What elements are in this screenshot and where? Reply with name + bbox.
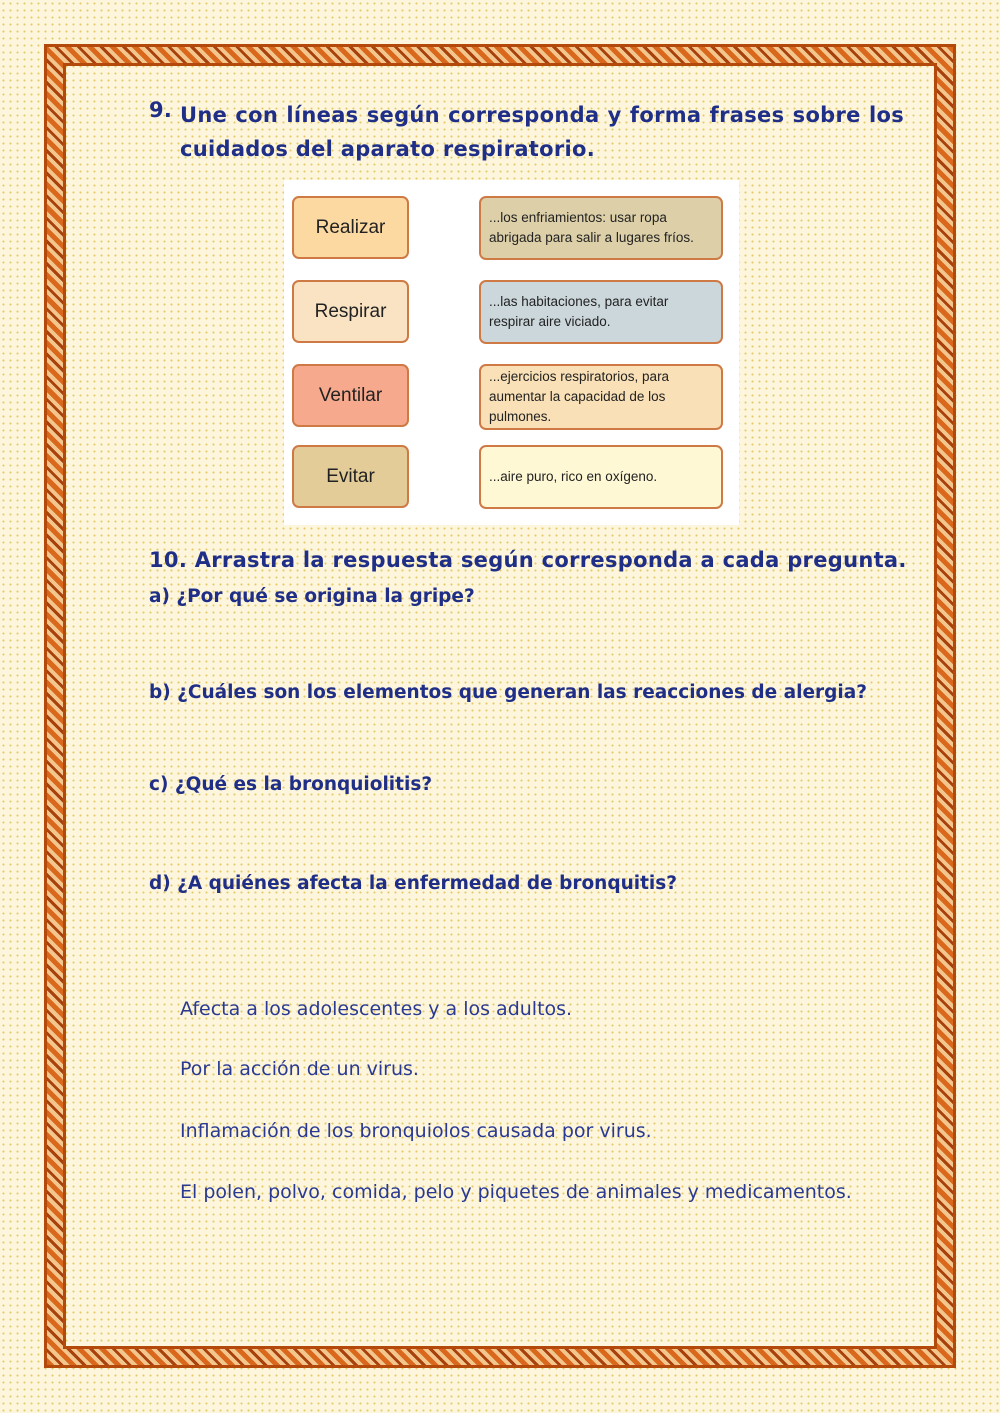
question-9-text: Une con líneas según corresponda y forma frases sobre los cuidados del aparato respiratorio. — [180, 103, 904, 161]
matching-figure — [284, 180, 739, 525]
answer-option-3[interactable]: Inflamación de los bronquiolos causada por virus. — [180, 1120, 652, 1142]
verb-box-realizar: Realizar — [292, 196, 409, 259]
answer-option-1[interactable]: Afecta a los adolescentes y a los adultos. — [180, 998, 573, 1020]
verb-box-evitar: Evitar — [292, 445, 409, 508]
answer-option-2[interactable]: Por la acción de un virus. — [180, 1058, 419, 1080]
question-9-number: 9. — [149, 98, 173, 122]
phrase-box-habitaciones: ...las habitaciones, para evitar respirar aire viciado. — [479, 280, 723, 344]
question-10-title: 10. Arrastra la respuesta según corresponda a cada pregunta. — [149, 548, 907, 572]
question-10a: a) ¿Por qué se origina la gripe? — [149, 586, 475, 607]
phrase-box-ejercicios: ...ejercicios respiratorios, para aumentar la capacidad de los pulmones. — [479, 364, 723, 430]
question-10b: b) ¿Cuáles son los elementos que generan las reacciones de alergia? — [149, 682, 867, 703]
phrase-box-aire-puro: ...aire puro, rico en oxígeno. — [479, 445, 723, 509]
question-10d: d) ¿A quiénes afecta la enfermedad de bronquitis? — [149, 873, 678, 894]
phrase-box-enfriamientos: ...los enfriamientos: usar ropa abrigada para salir a lugares fríos. — [479, 196, 723, 260]
verb-box-respirar: Respirar — [292, 280, 409, 343]
answer-option-4[interactable]: El polen, polvo, comida, pelo y piquetes de animales y medicamentos. — [180, 1181, 852, 1203]
question-10c: c) ¿Qué es la bronquiolitis? — [149, 774, 433, 795]
verb-box-ventilar: Ventilar — [292, 364, 409, 427]
